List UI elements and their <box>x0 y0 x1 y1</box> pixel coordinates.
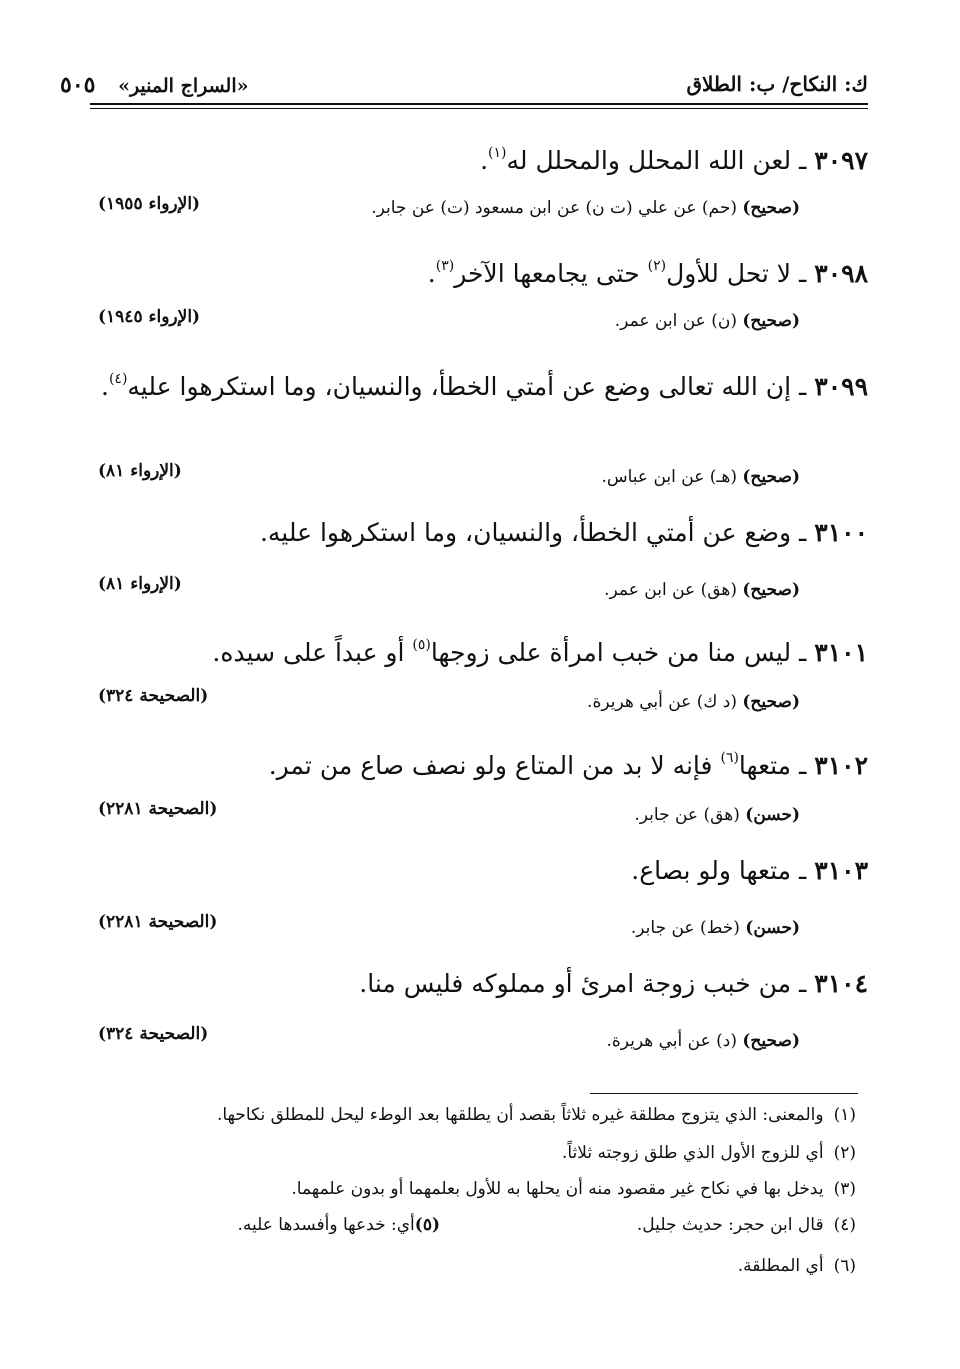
hadith-entry: ٣١٠٠ ـ وضع عن أمتي الخطأ، والنسيان، وما استكرهوا عليه. <box>259 518 868 547</box>
reference-citation: (الإرواء ٨١) <box>98 574 182 594</box>
footnote-ref: (٢) <box>647 258 667 274</box>
hadith-entry: ٣١٠٢ ـ متعها$^{(٦)}$ فإنه لا بد من المتاع ولو نصف صاع من تمر. <box>268 750 868 780</box>
grade-label: (حسن) <box>745 805 800 825</box>
reference-citation: (الصحيحة ٢٢٨١) <box>98 799 218 819</box>
hadith-text: متعها ولو بصاع. <box>631 856 792 885</box>
grade-label: (صحيح) <box>742 692 800 712</box>
hadith-entry: ٣٠٩٨ ـ لا تحل للأول$^{(٢)}$ حتى يجامعها الآخر$^{(٣)}$. <box>427 258 868 288</box>
grade-label: (صحيح) <box>742 198 800 218</box>
grade-label: (صحيح) <box>742 311 800 331</box>
hadith-number: ٣١٠٤ <box>814 969 868 998</box>
hadith-source: (صحيح) (د) عن أبي هريرة. <box>606 1031 800 1051</box>
hadith-text: وضع عن أمتي الخطأ، والنسيان، وما استكرهوا عليه. <box>259 518 792 547</box>
hadith-number: ٣١٠١ <box>814 638 868 667</box>
header-rule-thin <box>90 108 868 109</box>
reference-citation: (الإرواء ١٩٤٥) <box>98 307 201 327</box>
hadith-source: (صحيح) (هق) عن ابن عمر. <box>604 580 800 600</box>
hadith-number: ٣١٠٠ <box>814 518 868 547</box>
reference-citation: (الصحيحة ٣٢٤) <box>98 686 209 706</box>
hadith-entry: ٣١٠١ ـ ليس منا من خبب امرأة على زوجها$^{(٥)}$ أو عبداً على سيده. <box>212 637 868 667</box>
hadith-number: ٣٠٩٩ <box>814 372 868 401</box>
hadith-entry: ٣١٠٤ ـ من خبب زوجة امرئ أو مملوكه فليس منا. <box>359 969 868 998</box>
hadith-source: (صحيح) (د ك) عن أبي هريرة. <box>587 692 800 712</box>
hadith-number: ٣٠٩٨ <box>814 259 868 288</box>
hadith-text: من خبب زوجة امرئ أو مملوكه فليس منا. <box>359 969 792 998</box>
header-rule <box>90 103 868 105</box>
reference-citation: (الصحيحة ٣٢٤) <box>98 1024 209 1044</box>
footnote-key: (٣) <box>833 1179 856 1199</box>
footnote-ref: (٥) <box>412 637 431 653</box>
footnote-ref: (٦) <box>720 750 739 766</box>
reference-citation: (الصحيحة ٢٢٨١) <box>98 912 218 932</box>
reference-citation: (الإرواء ٨١) <box>98 461 182 481</box>
footnote: (١)والمعنى: الذي يتزوج مطلقة غيره ثلاثاً بقصد أن يطلقها بعد الوطء ليحل للمطلق نكاحها. <box>216 1105 856 1125</box>
hadith-source: (صحيح) (هـ) عن ابن عباس. <box>601 467 800 487</box>
reference-citation: (الإرواء ١٩٥٥) <box>98 194 201 214</box>
footnote: (٥)أي: خدعها وأفسدها عليه. <box>237 1215 440 1235</box>
footnote-key: (٦) <box>833 1256 856 1276</box>
footnote: (٦)أي المطلقة. <box>737 1256 856 1276</box>
grade-label: (حسن) <box>745 918 800 938</box>
footnote: (٢)أي للزوج الأول الذي طلق زوجته ثلاثاً. <box>561 1143 856 1163</box>
book-title: «السراج المنير» <box>118 75 249 97</box>
hadith-source: (حسن) (خط) عن جابر. <box>630 918 800 938</box>
grade-label: (صحيح) <box>742 580 800 600</box>
footnote-separator <box>590 1093 858 1094</box>
chapter-title: ك: النكاح/ ب: الطلاق <box>686 72 868 96</box>
running-header-left <box>60 72 249 98</box>
footnote-ref: (٣) <box>435 258 455 274</box>
hadith-entry: ٣٠٩٧ ـ لعن الله المحلل والمحلل له$^{(١)}$. <box>480 145 868 175</box>
hadith-number: ٣١٠٢ <box>814 751 868 780</box>
footnote-ref: (٤) <box>108 371 128 387</box>
hadith-number: ٣١٠٣ <box>814 856 868 885</box>
page-number: ٥٠٥ <box>60 72 96 98</box>
hadith-text: إن الله تعالى وضع عن أمتي الخطأ، والنسيان، وما استكرهوا عليه <box>127 372 792 401</box>
footnote: (٣)يدخل بها في نكاح غير مقصود منه أن يحلها به للأول بعلمهما أو بدون علمهما. <box>291 1179 856 1199</box>
hadith-source: (صحيح) (ن) عن ابن عمر. <box>614 311 800 331</box>
hadith-source: (صحيح) (حم) عن علي (ت ن) عن ابن مسعود (ت) عن جابر. <box>371 198 800 218</box>
footnote-key: (٤) <box>833 1215 856 1235</box>
footnote-key: (١) <box>833 1105 856 1125</box>
hadith-source: (حسن) (هق) عن جابر. <box>634 805 800 825</box>
hadith-entry: ٣٠٩٩ ـ إن الله تعالى وضع عن أمتي الخطأ، والنسيان، وما استكرهوا عليه$^{(٤)}$. <box>100 371 868 401</box>
grade-label: (صحيح) <box>742 1031 800 1051</box>
footnote: (٤)قال ابن حجر: حديث جليل. <box>636 1215 856 1235</box>
footnote-key: (٥) <box>414 1215 440 1235</box>
hadith-text: لعن الله المحلل والمحلل له <box>506 146 792 175</box>
hadith-number: ٣٠٩٧ <box>814 146 868 175</box>
grade-label: (صحيح) <box>742 467 800 487</box>
hadith-entry: ٣١٠٣ ـ متعها ولو بصاع. <box>631 856 868 885</box>
footnote-key: (٢) <box>833 1143 856 1163</box>
footnote-ref: (١) <box>488 145 507 161</box>
